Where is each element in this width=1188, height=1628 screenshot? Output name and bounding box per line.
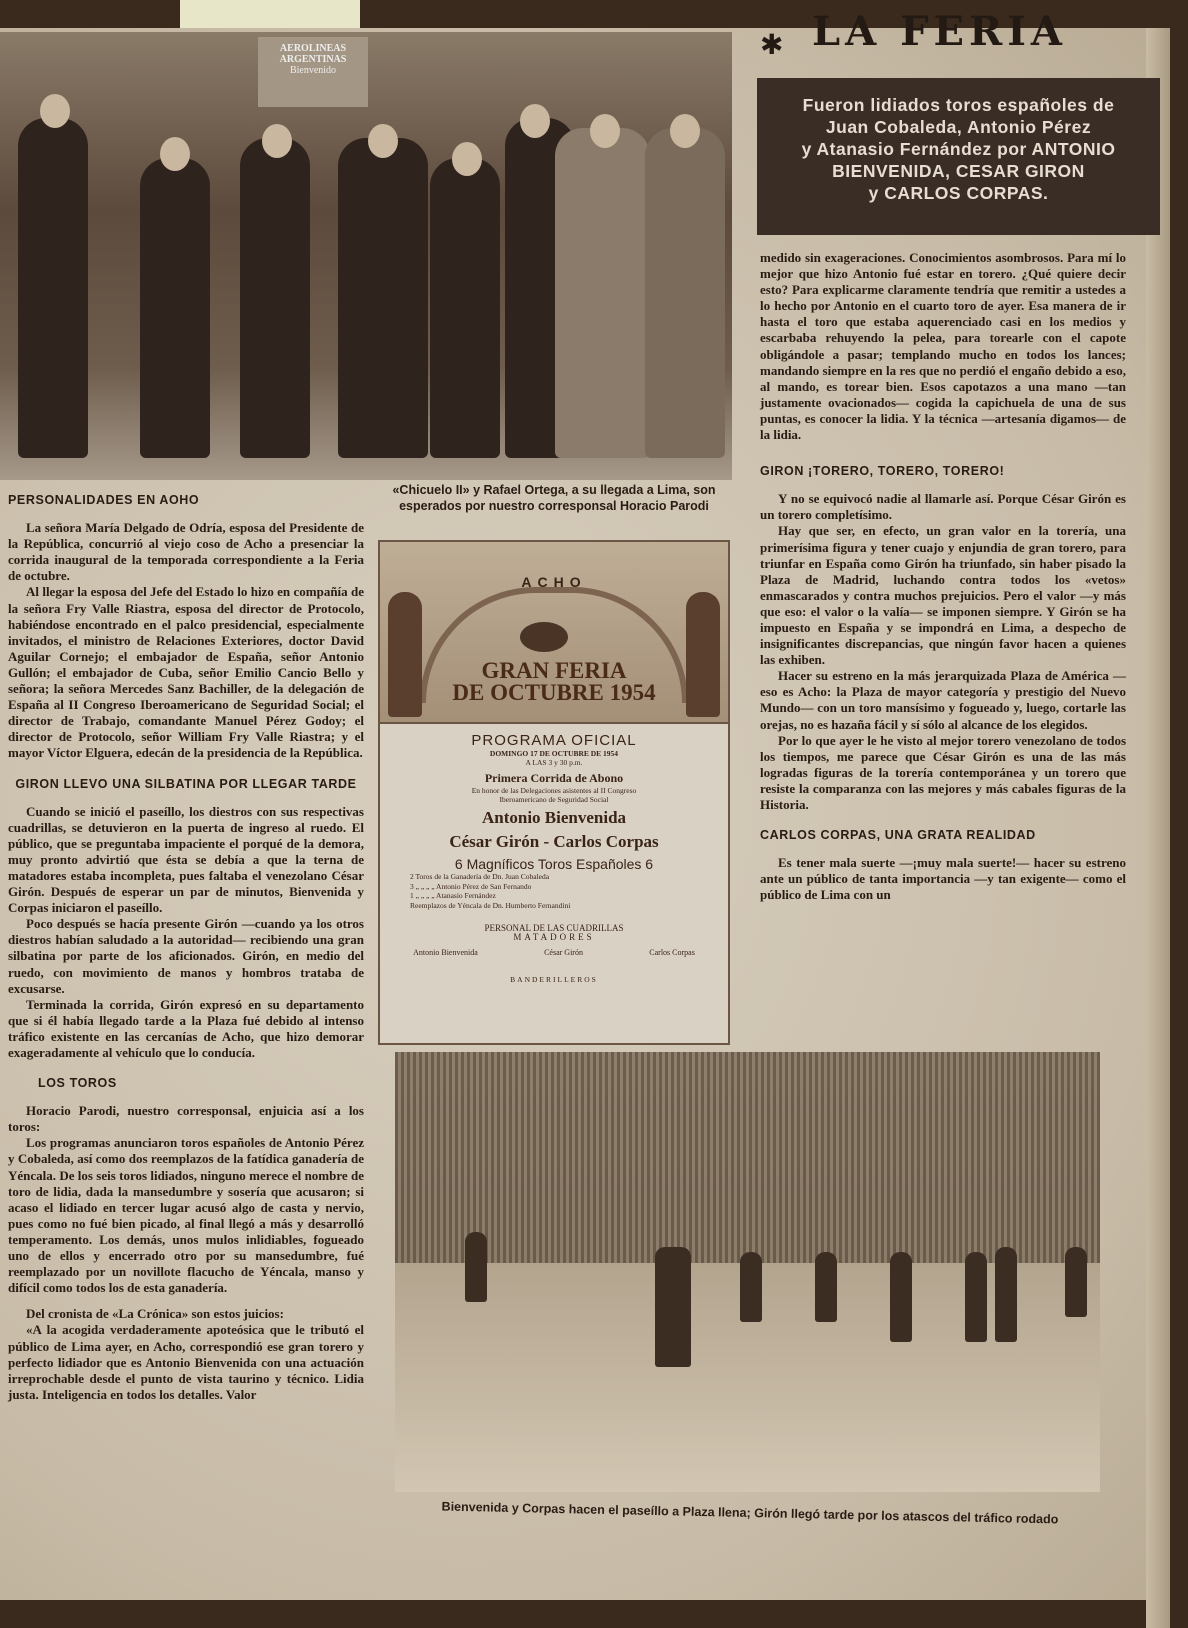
section-heading: PERSONALIDADES EN AOHO (8, 493, 200, 507)
torero-figure (815, 1252, 837, 1322)
person-figure (18, 118, 88, 458)
person-figure (555, 128, 650, 458)
poster-programa: PROGRAMA OFICIAL (471, 732, 637, 749)
paragraph: Por lo que ayer le he visto al mejor torero venezolano de todos los tiempos, me parece que César Girón es una de las más logradas figuras de la torería contemporánea y un torero que resiste la comparanza con las mejores y más cabales figuras de la Historia. (760, 732, 1126, 812)
paragraph: La señora María Delgado de Odría, esposa del Presidente de la República, concurrió al viejo coso de Acho a presenciar la corrida inaugural de la temporada correspondiente a la Feria de octubre. (8, 520, 364, 584)
airline-sign (258, 37, 368, 107)
paragraph: Terminada la corrida, Girón expresó en su departamento que si él había llegado tarde a la Plaza fué debido al intenso tráfico existente en las cercanías de Acho, que hizo demorar exageradamente al vehículo que lo conducía. (8, 996, 364, 1060)
person-head (40, 94, 70, 128)
section-heading: LOS TOROS (38, 1076, 117, 1091)
headline-line: y CARLOS CORPAS. (868, 183, 1049, 203)
star-icon: ✱ (760, 30, 784, 61)
cuadrilla-name: Carlos Corpas (649, 948, 695, 957)
poster-list-item: 2 Toros de la Ganadería de Dn. Juan Cobaleda (410, 872, 550, 881)
poster-matadores-label: MATADORES (513, 932, 595, 942)
headline-line: BIENVENIDA, CESAR GIRON (832, 161, 1085, 181)
crowd (395, 1052, 1100, 1263)
person-head (520, 104, 550, 138)
section-heading: GIRON ¡TORERO, TORERO, TORERO! (760, 464, 1005, 479)
poster-corrida: Primera Corrida de Abono (484, 771, 624, 785)
torero-figure (655, 1247, 691, 1367)
person-head (670, 114, 700, 148)
poster-time: A LAS 3 y 30 p.m. (525, 758, 583, 767)
top-photo (0, 32, 732, 480)
paragraph: Del cronista de «La Crónica» son estos juicios: (26, 1306, 284, 1322)
paragraph: Poco después se hacía presente Girón —cuando ya los otros diestros habían saludado a la autoridad— recibiendo una gran silbatina por parte de los aficionados. Girón, en medio del ruedo, con movimiento de manos y hombros trataba de excusarse. (8, 916, 364, 996)
paragraph: Es tener mala suerte —¡muy mala suerte!— hacer su estreno ante un público de tanta importancia —y tan exigente— como el público de Lima con un (760, 855, 1126, 903)
poster-list-item: Reemplazos de Yéncala de Dn. Humberto Fernandini (410, 900, 571, 910)
cuadrilla-name: Antonio Bienvenida (413, 948, 478, 957)
poster-list-item: 1 „ „ „ „ Atanasio Fernández (410, 891, 496, 900)
torero-figure (965, 1252, 987, 1342)
poster-title-line: GRAN FERIA (481, 658, 627, 683)
torero-figure (1065, 1247, 1087, 1317)
masthead-title: LA FERIA (812, 8, 1067, 55)
paragraph: Los programas anunciaron toros españoles de Antonio Pérez y Cobaleda, así como dos reemplazos de la fatídica ganadería de Yéncala. De los seis toros lidiados, ninguno merece el nombre de toro de lidia, dada la mansedumbre y sosería que acusaron; si acaso el lidiado en tercer lugar acusó algo de casta y nervio, pues como no fué bien picado, al final llegó a más y desarrolló temperamento. Los demás, unos mulos inlidiables, fogueado uno de ellos y encerrado otro por su mansedumbre, fué reemplazado por un novillote flacucho de Yéncala, manso y difícil como todos los de esta ganadería. (8, 1135, 364, 1296)
bullfight-poster (378, 540, 730, 1045)
paper-strip (180, 0, 360, 30)
paragraph: medido sin exageraciones. Conocimientos asombrosos. Para mí lo mejor que hizo Antonio fué estar en torero. ¿Qué quiere decir esto? Para explicarme claramente tendría que remitir a ustedes a lo hecho por Antonio en el cuarto toro de ayer. Esa manera de ir hasta el toro que estaba aquerenciado casi en los medios y escarbaba rehuyendo la pelea, para torearle con el capote obligándole a pasar; templando mucho en todos los lances; mandando siempre en la res que no perdió el engaño debido a eso, al mando, es torear bien. Esos capotazos a una mano —tan justamente ovacionados— cogida la capichuela de una de sus puntas, es conocer la lidia. Y la técnica —artesanía digamos— de la lidia. (760, 250, 1126, 443)
sign-line: ARGENTINAS (279, 54, 347, 65)
person-head (452, 142, 482, 176)
bottom-photo-bullring (395, 1052, 1100, 1492)
poster-cuadrillas (380, 948, 728, 957)
person-head (368, 124, 398, 158)
poster-matadores: César Girón - Carlos Corpas (449, 832, 659, 851)
poster-matador: Antonio Bienvenida (481, 808, 627, 827)
person-figure (430, 158, 500, 458)
paragraph: Al llegar la esposa del Jefe del Estado lo hizo en compañía de la señora Fry Valle Riastra, esposa del director de Protocolo, habiéndose encontrado en el palco presidencial, especialmente invitados, el ministro de Relaciones Exteriores, doctor David Aguilar Cornejo; el embajador de España, señor Antonio Gullón; el embajador de Cuba, señor Emilio Cancio Bello y señora; la señora Mercedes Sanz Bachiller, de la delegación de España al II Congreso Iberoamericano de Seguridad Social; el director de Trabajo, comandante Manuel Pérez Godoy; el director de Protocolo, señor William Fry Valle Riastra; y el mayor Víctor Elguera, edecán de la presidencia de la República. (8, 584, 364, 761)
sign-line: Bienvenido (289, 65, 337, 76)
torero-figure (995, 1247, 1017, 1342)
sign-line: AEROLINEAS (279, 43, 347, 54)
poster-title-line: DE OCTUBRE 1954 (452, 680, 656, 705)
torero-figure (740, 1252, 762, 1322)
paragraph: «A la acogida verdaderamente apoteósica que le tributó el público de Lima ayer, en Acho, correspondió ese gran torero y perfecto lidiador que es Antonio Bienvenida con una actuación irreprochable desde el punto de vista taurino y técnico. Lidia justa. Inteligencia en todos los detalles. Valor (8, 1322, 364, 1402)
section-heading: CARLOS CORPAS, UNA GRATA REALIDAD (760, 828, 1036, 843)
poster-title (380, 660, 728, 704)
poster-personal: PERSONAL DE LAS CUADRILLAS (484, 923, 624, 933)
torero-figure (465, 1232, 487, 1302)
poster-illustration (380, 542, 728, 724)
headline-line: Juan Cobaleda, Antonio Pérez (825, 117, 1092, 137)
poster-list (380, 872, 728, 910)
poster-acho: ACHO (521, 574, 587, 590)
bull-icon (520, 622, 568, 652)
headline-line: Fueron lidiados toros españoles de (802, 95, 1115, 115)
torero-figure (890, 1252, 912, 1342)
left-column (8, 478, 364, 1403)
paragraph: Hay que ser, en efecto, un gran valor en la torería, una primerísima figura y tener cuajo y enjundia de gran torero, para triunfar en España como Girón ha triunfado, sin haber pisado la Plaza de Madrid, luchando contra todos los «vetos» enmascarados y contra muchos prejuicios. Pero el valor —y más que eso: el valor o la valía— se imponen siempre. Y Girón se ha impuesto en España y se impondrá en Lima, a despecho de insignificantes discrepancias, que ningún favor hacen a quienes las exhiben. (760, 523, 1126, 668)
paragraph: Y no se equivocó nadie al llamarle así. Porque César Girón es un torero completísimo. (760, 491, 1126, 523)
right-column (760, 250, 1126, 903)
poster-toros: 6 Magníficos Toros Españoles 6 (454, 856, 654, 872)
person-head (262, 124, 292, 158)
top-photo-caption: «Chicuelo II» y Rafael Ortega, a su llegada a Lima, son esperados por nuestro corresponsal Horacio Parodi (392, 483, 716, 513)
paragraph: Hacer su estreno en la más jerarquizada Plaza de América —eso es Acho: la Plaza de mayor categoría y prestigio del Nuevo Mundo— con un toro mansísimo y fogueado y, luego, cortarle las orejas, no es hazaña fácil y sí sólo al alcance de los elegidos. (760, 668, 1126, 732)
headline-line: y Atanasio Fernández por ANTONIO (801, 139, 1116, 159)
cuadrilla-name: César Girón (544, 948, 583, 957)
section-heading: GIRON LLEVO UNA SILBATINA POR LLEGAR TARDE (15, 776, 357, 791)
person-figure (140, 158, 210, 458)
poster-list-item: 3 „ „ „ „ Antonio Pérez de San Fernando (410, 881, 532, 891)
poster-date: DOMINGO 17 DE OCTUBRE DE 1954 (489, 749, 619, 758)
person-figure (338, 138, 428, 458)
poster-banderilleros: BANDERILLEROS (510, 975, 598, 984)
poster-honor: En honor de las Delegaciones asistentes al II Congreso Iberoamericano de Seguridad Social (471, 786, 637, 804)
bottom-photo-caption: Bienvenida y Corpas hacen el paseíllo a Plaza llena; Girón llegó tarde por los atascos del tráfico rodado (441, 1499, 1059, 1527)
page-edge (1146, 28, 1170, 1628)
person-head (590, 114, 620, 148)
paragraph: Cuando se inició el paseíllo, los diestros con sus respectivas cuadrillas, se detuvieron en la puerta de ingreso al ruedo. El público, que se preguntaba impaciente el porqué de la demora, muy pronto advirtió que ésta se debía a que la terna de matadores estaba incompleta, pues faltaba el venezolano César Girón. Después de esperar un par de minutos, Bienvenida y Corpas iniciaron el paseíllo. (8, 803, 364, 916)
person-head (160, 137, 190, 171)
paragraph: Horacio Parodi, nuestro corresponsal, enjuicia así a los toros: (8, 1103, 364, 1135)
person-figure (645, 128, 725, 458)
headline-box (757, 78, 1160, 235)
person-figure (240, 138, 310, 458)
